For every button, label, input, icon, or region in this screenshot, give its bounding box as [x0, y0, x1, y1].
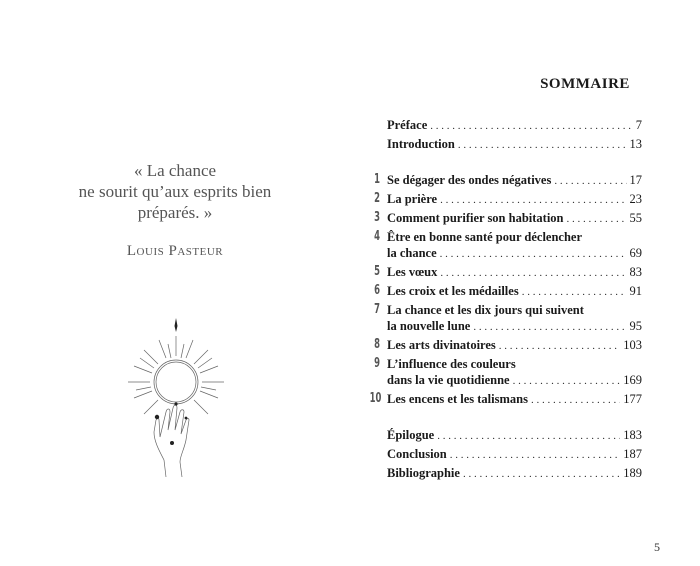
toc-entry-chapter-9-cont[interactable]: [350, 371, 700, 389]
toc-page: 189: [623, 466, 642, 480]
page-number: 5: [654, 540, 660, 554]
leader-dots: [437, 427, 620, 445]
toc-label: Les croix et les médailles: [387, 284, 519, 298]
leader-dots: [430, 117, 633, 135]
toc-page: 169: [623, 373, 642, 387]
toc-label: Se dégager des ondes négatives: [387, 173, 552, 187]
leader-dots: [440, 264, 626, 282]
toc-label: la nouvelle lune: [387, 319, 471, 333]
chapter-number: 10: [369, 391, 382, 406]
chapter-number: 2: [374, 191, 380, 206]
toc-page: 13: [629, 137, 642, 151]
leader-dots: [473, 318, 626, 336]
hand-reaching-sun-icon: [120, 312, 230, 482]
toc-entry-chapter-3[interactable]: [350, 209, 700, 227]
toc-label: dans la vie quotidienne: [387, 373, 510, 387]
leader-dots: [554, 172, 626, 190]
toc-page: 7: [635, 118, 642, 132]
toc-label: Les vœux: [387, 265, 438, 279]
chapter-number: 5: [374, 264, 380, 279]
toc-label: Introduction: [387, 137, 455, 151]
quote-line: préparés. »: [137, 203, 213, 222]
quote-author: Louis Pasteur: [126, 243, 224, 259]
toc-label: La chance et les dix jours qui suivent: [387, 303, 584, 317]
toc-label: Les arts divinatoires: [387, 338, 496, 352]
toc-page: 17: [629, 173, 642, 187]
epigraph-quote: [40, 160, 310, 223]
toc-label: la chance: [387, 246, 437, 260]
quote-line: « La chance: [133, 161, 217, 180]
toc-label: La prière: [387, 192, 438, 206]
toc-entry-conclusion[interactable]: [350, 445, 700, 463]
toc-label: Préface: [387, 118, 428, 132]
toc-page: 23: [629, 192, 642, 206]
chapter-number: 1: [374, 172, 380, 187]
toc-entry-chapter-10[interactable]: [350, 390, 700, 408]
toc-entry-chapter-1[interactable]: [350, 171, 700, 189]
toc-page: 55: [629, 211, 642, 225]
leader-dots: [531, 391, 620, 409]
toc-entry-chapter-4-cont[interactable]: [350, 244, 700, 262]
chapter-number: 9: [374, 356, 380, 371]
toc-entry-bibliography[interactable]: [350, 464, 700, 482]
toc-page: 91: [629, 284, 642, 298]
chapter-number: 3: [374, 210, 380, 225]
leader-dots: [440, 191, 626, 209]
toc-label: Bibliographie: [387, 466, 460, 480]
toc-page: 95: [629, 319, 642, 333]
quote-line: ne sourit qu’aux esprits bien: [78, 182, 272, 201]
toc-label: Conclusion: [387, 447, 447, 461]
leader-dots: [450, 446, 621, 464]
toc-entry-chapter-5[interactable]: [350, 263, 700, 281]
toc-page: 183: [623, 428, 642, 442]
toc-entry-chapter-2[interactable]: [350, 190, 700, 208]
leader-dots: [567, 210, 627, 228]
leader-dots: [440, 245, 627, 263]
chapter-number: 6: [374, 283, 380, 298]
toc-page: 83: [629, 265, 642, 279]
toc-label: Être en bonne santé pour déclencher: [387, 230, 583, 244]
toc-page: 187: [623, 447, 642, 461]
toc-entry-preface[interactable]: [350, 116, 700, 134]
chapter-number: 7: [374, 302, 380, 317]
toc-label: Comment purifier son habitation: [387, 211, 564, 225]
toc-page: 103: [623, 338, 642, 352]
leader-dots: [463, 465, 620, 483]
toc-entry-chapter-6[interactable]: [350, 282, 700, 300]
chapter-number: 8: [374, 337, 380, 352]
toc-entry-chapter-7-cont[interactable]: [350, 317, 700, 335]
right-page: [350, 0, 700, 566]
toc-entry-epilogue[interactable]: [350, 426, 700, 444]
toc-entry-introduction[interactable]: [350, 135, 700, 153]
leader-dots: [513, 372, 621, 390]
toc-entry-chapter-8[interactable]: [350, 336, 700, 354]
toc-page: 177: [623, 392, 642, 406]
toc-title: SOMMAIRE: [540, 76, 630, 92]
chapter-number: 4: [374, 229, 380, 244]
toc-label: Épilogue: [387, 428, 435, 442]
leader-dots: [499, 337, 620, 355]
toc-label: Les encens et les talismans: [387, 392, 528, 406]
leader-dots: [522, 283, 627, 301]
leader-dots: [458, 136, 627, 154]
toc-page: 69: [629, 246, 642, 260]
toc-label: L’influence des couleurs: [387, 357, 516, 371]
